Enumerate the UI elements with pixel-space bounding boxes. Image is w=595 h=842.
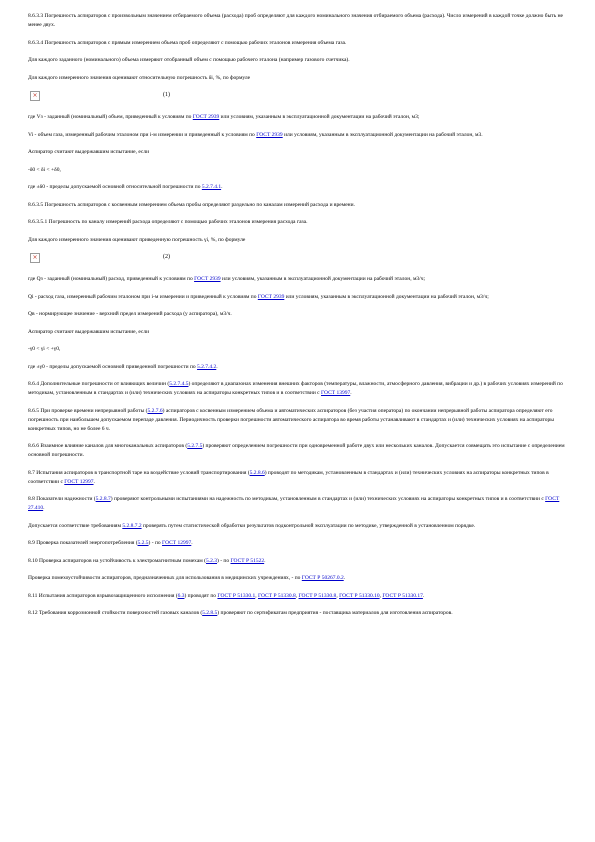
broken-image-icon: × [30, 91, 40, 101]
link-gost-r-51330-10[interactable]: ГОСТ Р 51330.10 [339, 592, 380, 599]
paragraph: -δ0 < δi < +δ0, [28, 166, 61, 173]
paragraph: 8.7 Испытания аспираторов в транспортной таре на воздействие условий транспортирования (5.2.8.6) проводят по методикам, установленным в стандартах и (или) технических условиях на аспираторы конкретных типов в соответствии с ГОСТ 12997. [28, 469, 549, 485]
link-gost-27-410[interactable]: ГОСТ 27.410 [28, 496, 560, 511]
link-5-2-3[interactable]: 5.2.3 [206, 557, 217, 564]
formula-2 [28, 253, 566, 267]
link-gost-2939[interactable]: ГОСТ 2939 [256, 131, 283, 138]
paragraph: Аспиратор считают выдержавшим испытание, если [28, 328, 150, 335]
paragraph: 8.6.3.5 Погрешность аспираторов с косвенным измерением объема пробы определяют раздельно по каналам измерений расхода и времени. [28, 201, 355, 208]
paragraph: 8.10 Проверка аспираторов на устойчивость к электромагнитным помехам (5.2.3) - по ГОСТ Р 51522. [28, 557, 266, 564]
paragraph: 8.6.3.3 Погрешность аспираторов с произвольным значением отбираемого объема (расхода) проб определяют для каждого номинального значения отбираемого объема (расхода). Число измерений в каждой точке должно быть не менее двух. [28, 13, 563, 28]
paragraph: где ±γ0 - пределы допускаемой основной приведенной погрешности по 5.2.7.4.2. [28, 363, 218, 370]
paragraph: 8.6.4 Дополнительные погрешности от влияющих величин (5.2.7.4.5) определяют в диапазонах изменения внешних факторов (температуры, влажности, атмосферного давления, вибрации и др.) в рабочих условиях измерений по методикам, установленным в стандартах и (или) технических условиях на аспираторы конкретных типов и в соответствии с ГОСТ 13997. [28, 381, 563, 396]
link-5-2-7-5[interactable]: 5.2.7.5 [187, 443, 203, 449]
paragraph: Для каждого измеренного значения оценивают относительную погрешность δi, %, по формуле [28, 74, 251, 81]
paragraph: 8.6.6 Взаимное влияние каналов для многоканальных аспираторов (5.2.7.5) проверяют определением погрешности при одновременной работе двух или нескольких каналов. Допускается совмещать это испытание с определением основной погрешности. [28, 443, 565, 458]
paragraph: где ±δ0 - пределы допускаемой основной относительной погрешности по 5.2.7.4.1. [28, 184, 223, 190]
paragraph: где Vз - заданный (номинальный) объем, приведенный к условиям по ГОСТ 2939 или условиям, указанным в эксплуатационной документации на рабочий эталон, м3; [28, 114, 420, 120]
link-gost-r-50267-0-2[interactable]: ГОСТ Р 50267.0.2 [301, 575, 344, 581]
link-gost-12997[interactable]: ГОСТ 12997 [162, 540, 192, 546]
link-gost-2939[interactable]: ГОСТ 2939 [257, 293, 285, 300]
paragraph: -γ0 < γi < +γ0, [28, 346, 61, 352]
link-5-2-8-5[interactable]: 5.2.8.5 [202, 610, 218, 616]
link-gost-12997[interactable]: ГОСТ 12997 [64, 478, 94, 485]
paragraph: Qв - нормирующее значение - верхний предел измерений расхода (у аспиратора), м3/ч. [28, 311, 232, 317]
paragraph: Допускается соответствие требованиям 5.2.8.7.2 проверять путем статистической обработки результатов подконтрольной эксплуатации по методике, утвержденной в установленном порядке. [28, 522, 476, 529]
link-gost-2939[interactable]: ГОСТ 2939 [192, 114, 220, 120]
link-5-2-7-6[interactable]: 5.2.7.6 [147, 407, 163, 414]
paragraph: 8.6.3.4 Погрешность аспираторов с прямым измерением объема проб определяют с помощью рабочих эталонов измерения объема газа. [28, 39, 347, 46]
link-5-2-7-4-1[interactable]: 5.2.7.4.1 [201, 184, 222, 190]
paragraph: 8.11 Испытания аспираторов взрывозащищенного исполнения (6.3) проводят по ГОСТ Р 51330.1, ГОСТ Р 51330.8, ГОСТ Р 51330.8, ГОСТ Р 51330.10, ГОСТ Р 51330.17. [28, 592, 425, 599]
paragraph: Vi - объем газа, измеренный рабочим эталоном при i-м измерении и приведенный к условиям по ГОСТ 2939 или условиям, указанным в эксплуатационной документации на рабочий эталон, м3. [28, 131, 483, 138]
formula-number: (1) [163, 92, 170, 98]
link-gost-r-51330-8[interactable]: ГОСТ Р 51330.8 [257, 592, 296, 599]
paragraph: Для каждого заданного (номинального) объема измеряют отобранный объем с помощью рабочего эталона (например газового счетчика). [28, 57, 350, 63]
link-gost-2939[interactable]: ГОСТ 2939 [194, 276, 221, 282]
link-5-2-7-4-5[interactable]: 5.2.7.4.5 [169, 381, 189, 387]
paragraph: где Qз - заданный (номинальный) расход, приведенный к условиям по ГОСТ 2939 или условиям, указанным в эксплуатационной документации на рабочий эталон, м3/ч; [28, 276, 426, 282]
formula-1 [28, 91, 566, 105]
paragraph: 8.6.3.5.1 Погрешность по каналу измерений расхода определяют с помощью рабочих эталонов измерения расхода газа. [28, 219, 308, 225]
link-5-2-8-6[interactable]: 5.2.8.6 [249, 469, 265, 476]
link-gost-r-51522[interactable]: ГОСТ Р 51522 [230, 557, 265, 564]
document-body [28, 12, 566, 627]
link-5-2-8-7[interactable]: 5.2.8.7 [95, 496, 111, 502]
link-gost-13997[interactable]: ГОСТ 13997 [320, 390, 351, 396]
paragraph: 8.12 Требования коррозионной стойкости поверхностей газовых каналов (5.2.8.5) проверяют по сертификатам предприятия - поставщика материалов для изготовления аспираторов. [28, 610, 453, 616]
paragraph: Для каждого измеренного значения оценивают приведенную погрешность γi, %, по формуле [28, 236, 246, 243]
formula-number: (2) [163, 254, 170, 260]
link-gost-r-51330-17[interactable]: ГОСТ Р 51330.17 [382, 592, 423, 599]
link-5-2-7-4-2[interactable]: 5.2.7.4.2 [197, 363, 217, 370]
broken-image-icon: × [30, 253, 40, 263]
link-gost-r-51330-8[interactable]: ГОСТ Р 51330.8 [298, 592, 337, 599]
paragraph: Qi - расход газа, измеренный рабочим эталоном при i-м измерении и приведенный к условиям по ГОСТ 2939 или условиям, указанным в эксплуатационной документации на рабочий эталон, м3/ч; [28, 293, 489, 300]
paragraph: 8.6.5 При проверке времени непрерывной работы (5.2.7.6) аспираторов с косвенным измерением объема и автоматических аспираторов (без участия оператора) по окончании непрерывной работы аспиратора определяют его погрешность при наибольшем допускаемом перепаде давления. Периодичность проверки погрешности автоматического аспиратора во время работы устанавливают в стандартах и (или) технических условиях на аспираторы конкретных типов, но не более 6 ч. [28, 407, 554, 432]
paragraph: Аспиратор считают выдержавшим испытание, если [28, 149, 150, 155]
link-5-2-8-7-2[interactable]: 5.2.8.7.2 [122, 522, 142, 529]
link-gost-r-51330-1[interactable]: ГОСТ Р 51330.1 [217, 592, 256, 599]
paragraph: 8.8 Показатели надежности (5.2.8.7) проверяют контрольными испытаниями на надежность по методикам, установленным в стандартах и (или) технических условиях на аспираторы конкретных типов и в соответствии с ГОСТ 27.410. [28, 496, 560, 511]
link-5-2-5[interactable]: 5.2.5 [137, 540, 149, 546]
paragraph: Проверка помехоустойчивости аспираторов, предназначенных для использования в медицинских учреждениях, - по ГОСТ Р 50267.0.2. [28, 575, 346, 581]
paragraph: 8.9 Проверка показателей энергопотребления (5.2.5) - по ГОСТ 12997. [28, 540, 193, 546]
link-6-3[interactable]: 6.3 [177, 592, 185, 599]
